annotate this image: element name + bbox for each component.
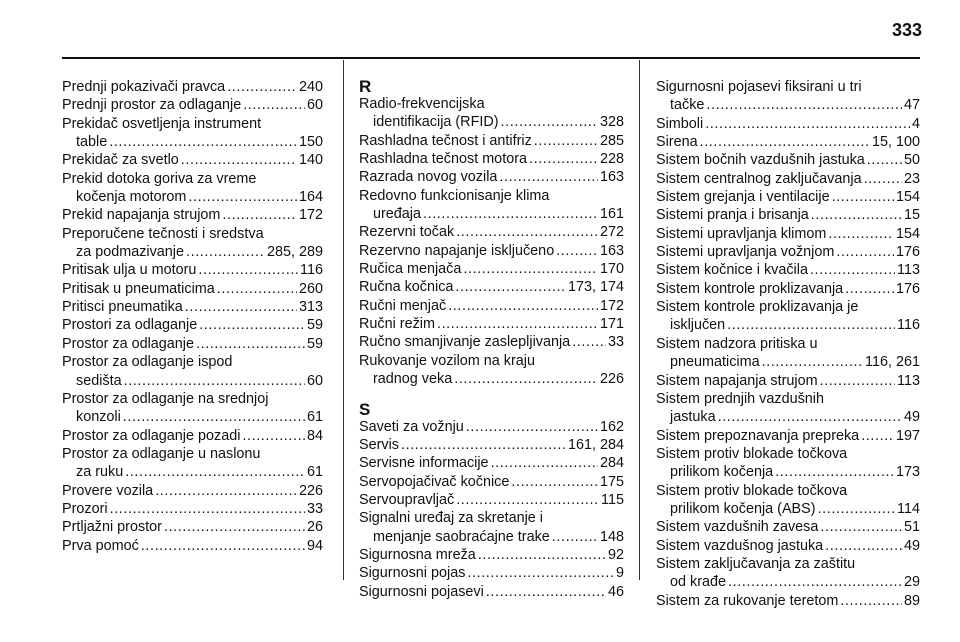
index-entry-text: Sistem nadzora pritiska u xyxy=(656,335,818,352)
index-entry[interactable] xyxy=(62,537,323,555)
index-entry[interactable] xyxy=(656,170,920,188)
index-entry-text: Rashladna tečnost motora xyxy=(359,151,527,168)
index-entry-text: Sigurnosni pojasevi fiksirani u tri xyxy=(656,79,862,95)
index-entry-pages: 113 xyxy=(897,372,920,389)
index-entry[interactable] xyxy=(62,445,323,482)
dot-leader xyxy=(198,261,298,279)
index-entry[interactable] xyxy=(656,445,920,482)
dot-leader xyxy=(552,528,598,546)
index-entry-pages: 4 xyxy=(911,115,920,132)
index-entry[interactable] xyxy=(656,335,920,372)
index-entry-text: Simboli xyxy=(656,115,704,132)
index-entry-text: Ručni režim xyxy=(359,316,435,333)
index-entry-text: za podmazivanje xyxy=(76,244,184,261)
index-entry-pages: 46 xyxy=(607,583,624,600)
dot-leader xyxy=(511,473,598,491)
index-entry-pages: 285 xyxy=(599,132,624,149)
index-entry-text: Sistem kontrole proklizavanja xyxy=(656,280,844,297)
index-entry-pages: 15, 100 xyxy=(871,134,920,151)
index-entry[interactable] xyxy=(359,583,624,601)
index-entry-pages: 9 xyxy=(615,565,624,582)
index-entry[interactable] xyxy=(656,133,920,151)
index-entry-text: prilikom kočenja (ABS) xyxy=(670,500,816,517)
index-entry[interactable] xyxy=(359,150,624,168)
section-letter: S xyxy=(359,399,371,419)
index-entry[interactable] xyxy=(62,151,323,169)
dot-leader xyxy=(401,436,566,454)
dot-leader xyxy=(840,592,902,610)
index-entry-pages: 164 xyxy=(298,189,323,206)
index-entry[interactable] xyxy=(62,96,323,114)
index-entry[interactable] xyxy=(656,372,920,390)
index-entry-text: Sistem prepoznavanja prepreka xyxy=(656,427,860,444)
index-entry[interactable] xyxy=(656,390,920,427)
dot-leader xyxy=(499,168,598,186)
dot-leader xyxy=(556,242,598,260)
index-entry-text: Servis xyxy=(359,436,399,453)
index-entry[interactable] xyxy=(62,115,323,152)
index-entry-text: Sistem protiv blokade točkova xyxy=(656,482,848,499)
dot-leader xyxy=(448,297,598,315)
index-entry[interactable] xyxy=(62,335,323,353)
dot-leader xyxy=(861,427,894,445)
index-entry-pages: 94 xyxy=(306,537,323,554)
index-entry[interactable] xyxy=(359,168,624,186)
column-divider xyxy=(343,60,344,580)
index-entry-pages: 162 xyxy=(599,418,624,435)
index-entry-pages: 60 xyxy=(306,97,323,114)
index-entry-text: Prostor za odlaganje u naslonu xyxy=(62,445,261,462)
index-entry-text: Sistem napajanja strujom xyxy=(656,372,818,389)
index-entry[interactable] xyxy=(359,436,624,454)
index-entry[interactable] xyxy=(359,564,624,582)
index-entry[interactable] xyxy=(62,298,323,316)
index-entry-pages: 23 xyxy=(903,170,920,187)
index-entry-text: Pritisci pneumatika xyxy=(62,299,183,316)
header-rule xyxy=(62,57,920,59)
index-entry[interactable] xyxy=(62,78,323,96)
index-entry-pages: 115 xyxy=(601,491,624,508)
dot-leader xyxy=(700,133,870,151)
index-entry-pages: 49 xyxy=(903,537,920,554)
index-entry-pages: 226 xyxy=(298,482,323,499)
index-entry-text: menjanje saobraćajne trake xyxy=(373,528,550,545)
index-entry-pages: 15 xyxy=(903,207,920,224)
index-entry-text: Sistemi upravljanja klimom xyxy=(656,225,827,242)
dot-leader xyxy=(463,260,598,278)
index-entry-text: isključen xyxy=(670,317,726,334)
index-entry[interactable] xyxy=(359,242,624,260)
dot-leader xyxy=(864,170,902,188)
dot-leader xyxy=(718,408,902,426)
index-entry-text: prilikom kočenja xyxy=(670,464,774,481)
dot-leader xyxy=(828,225,894,243)
index-entry-text: za ruku xyxy=(76,464,124,481)
index-entry-pages: 89 xyxy=(903,592,920,609)
dot-leader xyxy=(832,188,894,206)
index-column-2 xyxy=(359,78,624,601)
index-entry-text: Servoupravljač xyxy=(359,491,455,508)
dot-leader xyxy=(705,115,910,133)
index-entry[interactable] xyxy=(656,78,920,115)
dot-leader xyxy=(227,78,297,96)
index-entry-pages: 154 xyxy=(895,225,920,242)
index-entry-text: Rashladna tečnost i antifriz xyxy=(359,132,532,149)
index-entry-text: konzoli xyxy=(76,409,121,426)
index-entry-text: Sistemi pranja i brisanja xyxy=(656,207,809,224)
index-entry-pages: 116, 261 xyxy=(865,354,920,371)
index-entry-text: Pritisak ulja u motoru xyxy=(62,262,197,279)
index-entry-text: Sistem vazdušnih zavesa xyxy=(656,519,819,536)
index-entry-pages: 260 xyxy=(298,280,323,297)
index-entry-text: Prekidač osvetljenja instrument xyxy=(62,115,262,132)
index-entry-pages: 176 xyxy=(895,244,920,261)
index-entry-text: Preporučene tečnosti i sredstva xyxy=(62,225,264,242)
dot-leader xyxy=(437,315,598,333)
index-entry[interactable] xyxy=(359,223,624,241)
index-entry-text: uređaja xyxy=(373,206,422,223)
index-entry-text: Sistem bočnih vazdušnih jastuka xyxy=(656,152,865,169)
dot-leader xyxy=(456,491,599,509)
dot-leader xyxy=(810,261,895,279)
dot-leader xyxy=(501,113,598,131)
dot-leader xyxy=(455,278,566,296)
index-entry[interactable] xyxy=(359,333,624,351)
index-entry-pages: 240 xyxy=(298,79,323,95)
index-entry[interactable] xyxy=(656,482,920,519)
dot-leader xyxy=(188,188,297,206)
index-entry-pages: 26 xyxy=(306,519,323,536)
index-entry-text: Servisne informacije xyxy=(359,455,489,472)
index-entry-text: identifikacija (RFID) xyxy=(373,114,499,131)
dot-leader xyxy=(196,335,305,353)
index-entry[interactable] xyxy=(656,188,920,206)
index-entry-text: kočenja motorom xyxy=(76,189,187,206)
index-entry-pages: 163 xyxy=(599,169,624,186)
index-entry-text: Saveti za vožnju xyxy=(359,418,464,435)
dot-leader xyxy=(845,280,894,298)
page-number: 333 xyxy=(891,20,922,40)
index-entry-pages: 313 xyxy=(298,299,323,316)
index-entry-pages: 228 xyxy=(599,151,624,168)
index-entry-text: Provere vozila xyxy=(62,482,154,499)
index-entry-pages: 84 xyxy=(306,427,323,444)
index-column-3 xyxy=(656,78,920,610)
index-entry-text: Sistem zaključavanja za zaštitu xyxy=(656,555,856,572)
dot-leader xyxy=(762,353,863,371)
index-entry-text: Sistem za rukovanje teretom xyxy=(656,592,839,609)
index-entry-text: Prostor za odlaganje ispod xyxy=(62,354,233,371)
index-entry-pages: 33 xyxy=(306,500,323,517)
dot-leader xyxy=(456,223,598,241)
dot-leader xyxy=(186,243,265,261)
index-entry-text: Prekid dotoka goriva za vreme xyxy=(62,170,257,187)
dot-leader xyxy=(217,280,297,298)
dot-leader xyxy=(454,370,598,388)
dot-leader xyxy=(155,482,297,500)
index-entry[interactable] xyxy=(62,500,323,518)
index-entry[interactable] xyxy=(359,491,624,509)
index-entry[interactable] xyxy=(359,187,624,224)
index-entry-text: Prekid napajanja strujom xyxy=(62,207,221,224)
index-entry-pages: 148 xyxy=(599,528,624,545)
index-entry-pages: 47 xyxy=(903,97,920,114)
index-entry-pages: 171 xyxy=(599,316,624,333)
index-entry[interactable] xyxy=(359,352,624,389)
dot-leader xyxy=(467,564,614,582)
index-entry-pages: 284 xyxy=(599,455,624,472)
dot-leader xyxy=(572,333,606,351)
index-entry-text: Ručica menjača xyxy=(359,261,462,278)
dot-leader xyxy=(818,500,895,518)
index-entry[interactable] xyxy=(656,151,920,169)
index-entry-text: Sigurnosni pojasevi xyxy=(359,583,484,600)
dot-leader xyxy=(242,427,305,445)
dot-leader xyxy=(185,298,297,316)
dot-leader xyxy=(706,96,902,114)
index-entry[interactable] xyxy=(359,454,624,472)
index-entry[interactable] xyxy=(62,170,323,207)
index-entry-pages: 161 xyxy=(599,206,624,223)
index-entry[interactable] xyxy=(62,482,323,500)
index-entry-text: Sistemi upravljanja vožnjom xyxy=(656,244,835,261)
index-entry-text: Sistem prednjih vazdušnih xyxy=(656,390,824,407)
index-entry-text: jastuka xyxy=(670,409,716,426)
dot-leader xyxy=(199,316,305,334)
index-entry[interactable] xyxy=(656,518,920,536)
index-entry[interactable] xyxy=(359,418,624,436)
index-entry-pages: 197 xyxy=(895,427,920,444)
dot-leader xyxy=(125,463,305,481)
index-entry-pages: 328 xyxy=(599,114,624,131)
dot-leader xyxy=(123,408,305,426)
dot-leader xyxy=(825,537,902,555)
dot-leader xyxy=(727,316,895,334)
dot-leader xyxy=(110,500,305,518)
index-entry[interactable] xyxy=(359,473,624,491)
index-entry-text: Radio-frekvencijska xyxy=(359,96,485,112)
dot-leader xyxy=(124,372,305,390)
index-entry-text: Sirena xyxy=(656,134,698,151)
index-entry-pages: 226 xyxy=(599,371,624,388)
index-entry-pages: 49 xyxy=(903,409,920,426)
index-entry-pages: 61 xyxy=(306,464,323,481)
index-entry[interactable] xyxy=(656,537,920,555)
dot-leader xyxy=(466,418,598,436)
index-entry-pages: 50 xyxy=(903,152,920,169)
dot-leader xyxy=(728,573,902,591)
index-entry[interactable] xyxy=(656,427,920,445)
index-entry-text: Prednji prostor za odlaganje xyxy=(62,97,242,114)
dot-leader xyxy=(423,205,598,223)
index-entry[interactable] xyxy=(62,518,323,536)
index-entry-pages: 150 xyxy=(298,134,323,151)
index-entry-text: Ručna kočnica xyxy=(359,279,454,296)
index-entry-text: Prtljažni prostor xyxy=(62,519,162,536)
index-entry[interactable] xyxy=(656,280,920,298)
index-entry-pages: 61 xyxy=(306,409,323,426)
index-entry[interactable] xyxy=(359,95,624,132)
index-entry-pages: 92 xyxy=(607,546,624,563)
dot-leader xyxy=(243,96,305,114)
dot-leader xyxy=(164,518,305,536)
index-entry-text: Sigurnosni pojas xyxy=(359,565,466,582)
index-entry-pages: 140 xyxy=(298,152,323,169)
index-entry-text: Sistem kontrole proklizavanja je xyxy=(656,299,859,316)
dot-leader xyxy=(836,243,894,261)
index-entry-text: Sistem centralnog zaključavanja xyxy=(656,170,862,187)
index-entry-text: sedišta xyxy=(76,372,122,389)
index-entry-text: Rezervno napajanje isključeno xyxy=(359,242,555,259)
index-entry[interactable] xyxy=(656,206,920,224)
index-entry-text: tačke xyxy=(670,97,705,114)
index-entry[interactable] xyxy=(62,353,323,390)
dot-leader xyxy=(486,583,606,601)
dot-leader xyxy=(775,463,894,481)
index-entry-text: Sistem vazdušnog jastuka xyxy=(656,537,824,554)
index-entry-pages: 59 xyxy=(306,317,323,334)
index-entry-text: Prva pomoć xyxy=(62,537,139,554)
index-entry[interactable] xyxy=(656,298,920,335)
dot-leader xyxy=(491,454,598,472)
index-entry[interactable] xyxy=(359,315,624,333)
dot-leader xyxy=(820,372,895,390)
index-entry[interactable] xyxy=(656,243,920,261)
index-entry-pages: 113 xyxy=(897,262,920,279)
index-entry[interactable] xyxy=(656,225,920,243)
index-entry[interactable] xyxy=(359,278,624,296)
dot-leader xyxy=(109,133,297,151)
index-entry-text: Rezervni točak xyxy=(359,224,455,241)
index-entry-text: Prostori za odlaganje xyxy=(62,317,198,334)
index-entry-pages: 51 xyxy=(903,519,920,536)
index-entry[interactable] xyxy=(62,390,323,427)
index-entry-pages: 172 xyxy=(298,207,323,224)
dot-leader xyxy=(867,151,902,169)
index-entry-text: Rukovanje vozilom na kraju xyxy=(359,352,535,369)
dot-leader xyxy=(478,546,606,564)
section-letter: R xyxy=(359,77,372,96)
index-entry-pages: 173 xyxy=(895,464,920,481)
index-entry[interactable] xyxy=(62,280,323,298)
index-entry[interactable] xyxy=(359,546,624,564)
index-entry-text: Prozori xyxy=(62,500,108,517)
index-entry[interactable] xyxy=(656,592,920,610)
index-entry-text: Prostor za odlaganje na srednjoj xyxy=(62,390,269,407)
index-entry-pages: 116 xyxy=(897,317,920,334)
index-entry-pages: 172 xyxy=(599,297,624,314)
index-entry-pages: 163 xyxy=(599,242,624,259)
index-entry[interactable] xyxy=(62,206,323,224)
index-entry-pages: 29 xyxy=(903,574,920,591)
index-entry-text: Prednji pokazivači pravca xyxy=(62,79,226,95)
index-entry-text: Redovno funkcionisanje klima xyxy=(359,187,550,204)
index-entry-text: Sigurnosna mreža xyxy=(359,546,476,563)
index-entry-pages: 272 xyxy=(599,224,624,241)
index-entry[interactable] xyxy=(656,555,920,592)
index-column-1 xyxy=(62,78,323,555)
index-entry-text: Sistem grejanja i ventilacije xyxy=(656,189,830,206)
index-entry[interactable] xyxy=(656,261,920,279)
index-entry[interactable] xyxy=(359,260,624,278)
index-entry[interactable] xyxy=(359,132,624,150)
index-entry[interactable] xyxy=(656,115,920,133)
dot-leader xyxy=(534,132,598,150)
dot-leader xyxy=(222,206,297,224)
index-entry-pages: 114 xyxy=(897,500,920,517)
dot-leader xyxy=(181,151,297,169)
index-entry-text: Prekidač za svetlo xyxy=(62,152,179,169)
index-entry-text: Servopojačivač kočnice xyxy=(359,473,510,490)
index-entry-text: pneumaticima xyxy=(670,354,760,371)
index-entry-text: Sistem kočnice i kvačila xyxy=(656,262,808,279)
index-entry-text: Razrada novog vozila xyxy=(359,169,498,186)
index-entry-pages: 175 xyxy=(599,473,624,490)
index-entry-pages: 173, 174 xyxy=(567,279,624,296)
index-entry-text: od krađe xyxy=(670,574,727,591)
index-entry-text: Ručni menjač xyxy=(359,297,447,314)
dot-leader xyxy=(141,537,305,555)
index-entry-pages: 59 xyxy=(306,335,323,352)
index-entry[interactable] xyxy=(359,509,624,546)
index-entry-pages: 161, 284 xyxy=(567,436,624,453)
index-entry-pages: 176 xyxy=(895,280,920,297)
index-entry-pages: 60 xyxy=(306,372,323,389)
index-entry-pages: 33 xyxy=(607,334,624,351)
index-entry[interactable] xyxy=(62,316,323,334)
index-entry-pages: 154 xyxy=(895,189,920,206)
dot-leader xyxy=(820,518,902,536)
index-entry-pages: 285, 289 xyxy=(266,244,323,261)
index-entry-pages: 116 xyxy=(300,262,323,279)
index-entry-text: Signalni uređaj za skretanje i xyxy=(359,510,543,527)
index-entry-text: Ručno smanjivanje zaslepljivanja xyxy=(359,334,571,351)
dot-leader xyxy=(811,206,902,224)
index-entry-text: Pritisak u pneumaticima xyxy=(62,280,215,297)
index-entry[interactable] xyxy=(62,261,323,279)
index-entry[interactable] xyxy=(62,427,323,445)
index-entry-text: Prostor za odlaganje pozadi xyxy=(62,427,241,444)
index-entry-pages: 170 xyxy=(599,261,624,278)
index-entry-text: Sistem protiv blokade točkova xyxy=(656,445,848,462)
dot-leader xyxy=(529,150,598,168)
index-entry[interactable] xyxy=(359,297,624,315)
index-entry-text: radnog veka xyxy=(373,371,453,388)
column-divider xyxy=(639,60,640,580)
index-entry[interactable] xyxy=(62,225,323,262)
index-entry-text: table xyxy=(76,134,108,151)
index-entry-text: Prostor za odlaganje xyxy=(62,335,194,352)
